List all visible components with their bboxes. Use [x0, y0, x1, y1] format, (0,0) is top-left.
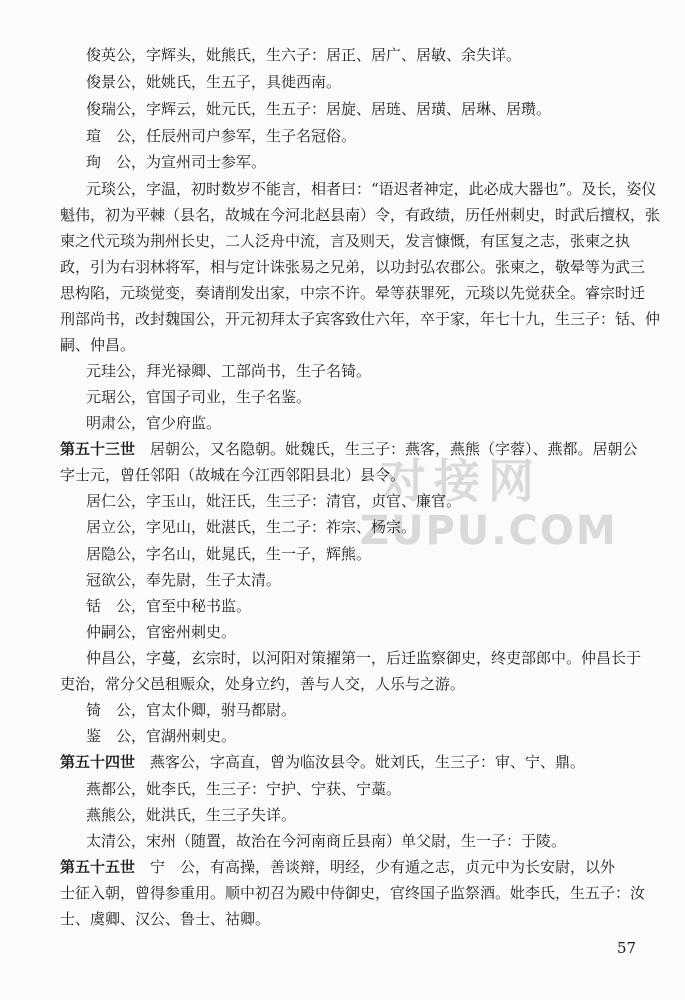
text-line: 柬之代元琰为荆州长史，二人泛舟中流，言及则天，发言慷慨，有匡复之志，张柬之执	[60, 232, 631, 250]
text-line: 太清公，宋州（随置，故治在今河南商丘县南）单父尉，生一子：于陵。	[86, 832, 567, 850]
text-line: 魁伟，初为平棘（县名，故城在今河北赵县南）令，有政绩，历任州刺史，时武后擅权，张	[60, 206, 661, 224]
text-line: 字士元，曾任邻阳（故城在今江西邻阳县北）县令。	[60, 466, 406, 484]
page-number: 57	[617, 939, 637, 957]
text-line: 仲昌公，字蔓，玄宗时，以河阳对策擢第一，后迁监察御史，终吏部郎中。仲昌长于	[86, 649, 642, 667]
text-line-content: 燕客公，字高直，曾为临汝县令。妣刘氏，生三子：审、宁、鼎。	[150, 753, 586, 771]
text-line: 锜 公，官太仆卿，驸马都尉。	[86, 701, 297, 719]
text-line-content: 居朝公，又名隐朝。妣魏氏，生三子：燕客，燕熊（字蓉）、燕都。居朝公	[150, 440, 638, 458]
text-line: 俊英公，字辉头，妣熊氏，生六子：居正、居广、居敏、余失详。	[86, 46, 522, 64]
text-line: 嗣、仲昌。	[60, 336, 136, 354]
text-line: 冠欲公，奉先尉，生子太清。	[86, 571, 282, 589]
text-line: 元琰公，字温，初时数岁不能言，相者曰：“语迟者神定，此必成大器也”。及长，姿仪	[86, 180, 657, 198]
text-line: 瑄 公，任辰州司户参军，生子名冠俗。	[86, 127, 357, 145]
text-line: 铦 公，官至中秘书监。	[86, 597, 252, 615]
text-line	[60, 753, 670, 771]
text-line: 士、虞卿、汉公、鲁士、祜卿。	[60, 910, 271, 928]
text-line: 燕熊公，妣洪氏，生三子失详。	[86, 806, 297, 824]
watermark-cn: 对接网	[380, 454, 542, 508]
text-line: 思构陷，元琰觉变，奏请削发出家，中宗不许。晕等获罪死，元琰以先觉获全。睿宗时迁	[60, 284, 646, 302]
text-line	[60, 858, 670, 876]
text-line: 刑部尚书，改封魏国公，开元初拜太子宾客致仕六年，卒于家，年七十九，生三子：铦、仲	[60, 310, 661, 328]
text-line-content: 宁 公，有高操，善谈辩，明经，少有遁之志，贞元中为长安尉，以外	[150, 858, 616, 876]
text-line: 居隐公，字名山，妣晁氏，生一子，辉熊。	[86, 545, 372, 563]
generation-heading: 第五十三世	[60, 440, 136, 458]
text-line: 居仁公，字玉山，妣汪氏，生三子：清官，贞官、廉官。	[86, 492, 462, 510]
text-line: 士征入朝，曾得参重用。顺中初召为殿中侍御史，官终国子监祭酒。妣李氏，生五子：汝	[60, 884, 646, 902]
text-line: 明肃公，官少府监。	[86, 414, 222, 432]
text-line: 鉴 公，官湖州刺史。	[86, 727, 237, 745]
text-line: 政，引为右羽林将军，相与定计诛张易之兄弟，以功封弘农郡公。张柬之，敬晕等为武三	[60, 258, 646, 276]
text-line: 珣 公，为宣州司士参军。	[86, 153, 267, 171]
text-line: 仲嗣公，官密州刺史。	[86, 623, 237, 641]
text-line: 居立公，字见山，妣湛氏，生二子：祚宗、杨宗。	[86, 518, 417, 536]
text-line: 元琚公，官国子司业，生子名鉴。	[86, 388, 312, 406]
text-line: 元珪公，拜光禄卿、工部尚书，生子名锜。	[86, 362, 372, 380]
text-line: 俊瑞公，字辉云，妣元氏，生五子：居旋、居琏、居璜、居琳、居瓒。	[86, 100, 552, 118]
text-line	[60, 440, 670, 458]
text-line: 吏治，常分父邑租赈众，处身立约，善与人交，人乐与之游。	[60, 675, 466, 693]
generation-heading: 第五十五世	[60, 858, 136, 876]
text-line: 燕都公，妣李氏，生三子：宁护、宁获、宁藁。	[86, 780, 402, 798]
watermark-url: ZUPU.COM	[360, 508, 618, 554]
generation-heading: 第五十四世	[60, 753, 136, 771]
text-line: 俊景公，妣姚氏，生五子，具徙西南。	[86, 73, 342, 91]
